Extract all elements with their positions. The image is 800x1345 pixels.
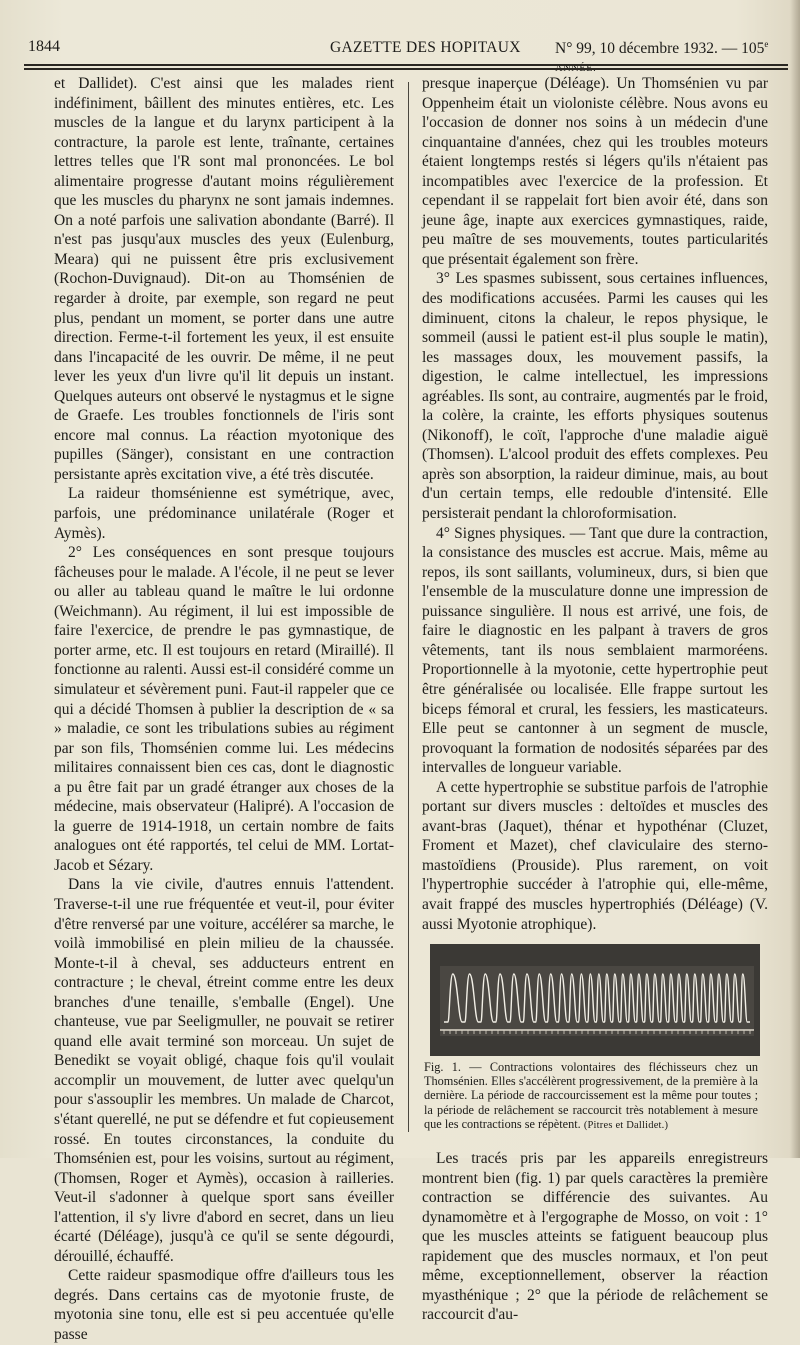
paragraph-tracings: Les tracés pris par les appareils enregistreurs montrent bien (fig. 1) par quels caractères la première contraction se différencie des suivantes. Au dynamomètre et à l'ergographe de Mosso, on voit : 1° que les muscles atteints se fatiguent beaucoup plus rapidement que des muscles normaux, et l'on peut même, exceptionnellement, observer la réaction myasthénique ; 2° que la période de relâchement se raccourcit d'au-	[422, 1150, 768, 1324]
paragraph-atrophy: A cette hypertrophie se substitue parfois de l'atrophie portant sur divers muscles : deltoïdes et muscles des avant-bras (Jaquet), thénar et hypothénar (Cluzet, Froment et Mazet), chef claviculaire des sterno-mastoïdiens (Prouside). Plus rarement, on voit l'hypertrophie succéder à l'atrophie qui, elle-même, avait frappé des muscles hypertrophiés (Déléage) (V. aussi Myotonie atrophique).	[422, 778, 768, 933]
paragraph-physical-signs: 4° Signes physiques. — Tant que dure la contraction, la consistance des muscles est accrue. Mais, même au repos, ils sont saillants, volumineux, durs, si bien que l'ensemble de la musculature donne une impression de puissance singulière. Il nous est arrivé, une fois, de faire le diagnostic en les palpant à travers de gros vêtements, tant ils nous semblaient marmoréens. Proportionnelle à la myotonie, cette hypertrophie peut être généralisée ou localisée. Elle frappe surtout les biceps fémoral et crural, les fessiers, les masticateurs. Elle peut se cantonner à un segment de muscle, provoquant la formation de nodosités séparées par des intervalles de longueur variable.	[422, 524, 768, 777]
issue-suffix: e	[764, 39, 769, 49]
paragraph-spasm-modifications: 3° Les spasmes subissent, sous certaines influences, des modifications accusées. Parmi les causes qui les diminuent, citons la chaleur, le repos physique, le sommeil (aussi le patient est-il plus souple le matin), les massages doux, les mouvement passifs, la digestion, le calme intellectuel, les impressions agréables. Ils sont, au contraire, augmentés par le froid, la colère, la crainte, les efforts physiques soutenus (Nikonoff), le coït, l'approche d'une maladie aiguë (Thomsen). L'alcool produit des effets complexes. Peu après son absorption, la raideur diminue, mais, au bout d'un certain temps, elle redouble d'intensité. Elle persisterait pendant la chloroformisation.	[422, 270, 768, 523]
column-divider	[408, 82, 409, 1132]
right-column	[422, 74, 768, 1325]
header-rule-bottom	[24, 68, 788, 70]
journal-title: GAZETTE DES HOPITAUX	[330, 39, 521, 56]
issue-line	[555, 39, 780, 76]
paragraph-degrees: Cette raideur spasmodique offre d'ailleurs tous les degrés. Dans certains cas de myotonie fruste, de myotonia sine tonu, elle est si peu accentuée qu'elle passe	[54, 1267, 394, 1343]
caption-text: Fig. 1. — Contractions volontaires des fléchisseurs chez un Thomsénien. Elles s'accélèrent progressivement, de la première à la dernière. La période de raccourcissement est la même pour toutes ; la période de relâchement se raccourcit très notablement à mesure que les contractions se répètent.	[424, 1060, 758, 1131]
page-edge-shadow	[790, 0, 800, 1158]
issue-text: N° 99, 10 décembre 1932. — 105	[555, 40, 765, 58]
left-column	[54, 74, 394, 1345]
figure-caption	[424, 1060, 758, 1133]
paragraph-consequences: 2° Les conséquences en sont presque toujours fâcheuses pour le malade. A l'école, il ne peut se lever ou aller au tableau quand le maître le lui ordonne (Weichmann). Au régiment, il lui est impossible de faire l'exercice, de prendre le pas gymnastique, de porter arme, etc. Il est toujours en retard (Miraillé). Il fonctionne au ralenti. Aussi est-il considéré comme un simulateur et sévèrement puni. Faut-il rappeler que ce qui a décidé Thomsen à publier la description de « sa » maladie, ce sont les tribulations subies au régiment par son fils, Thomsénien comme lui. Les médecins militaires connaissent bien ces cas, dont le diagnostic a pu être fait par un gradé étranger aux choses de la médecine, mais observateur (Halipré). A l'occasion de la guerre de 1914-1918, un certain nombre de faits analogues ont été rapportés, tel celui de MM. Lortat-Jacob et Sézary.	[54, 544, 394, 874]
paragraph-eye-symptoms: et Dallidet). C'est ainsi que les malades rient indéfiniment, bâillent des minutes entières, etc. Les muscles de la langue et du larynx participent à la contracture, la parole est lente, traînante, certaines lettres telles que l'R sont mal prononcées. Le bol alimentaire progresse d'autant moins régulièrement que les muscles du pharynx ne sont jamais indemnes. On a noté parfois une salivation abondante (Barré). Il n'est pas jusqu'aux muscles des yeux (Eulenburg, Meara) qui ne puissent être pris exclusivement (Rochon-Duvignaud). Dit-on au Thomsénien de regarder à droite, par exemple, son regard ne peut plus, pendant un moment, se porter dans une autre direction. Ferme-t-il fortement les yeux, il est ensuite dans l'incapacité de les ouvrir. De même, il ne peut lever les yeux d'un livre qu'il lit depuis un instant. Quelques auteurs ont observé le nystagmus et le signe de Graefe. Les troubles fonctionnels de l'iris sont encore mal connus. La réaction myotonique des pupilles (Sänger), consistant en une contraction persistante après excitation vive, a été très discutée.	[54, 75, 394, 483]
myogram-trace	[430, 944, 760, 1056]
figure-1	[430, 944, 760, 1056]
page-number: 1844	[28, 38, 60, 55]
paragraph-civil-life: Dans la vie civile, d'autres ennuis l'attendent. Traverse-t-il une rue fréquentée et veut-il, pour éviter d'être renversé par une voiture, accélérer sa marche, le voilà immobilisé en plein milieu de la chaussée. Monte-t-il à cheval, ses adducteurs entrent en contracture ; le cheval, étreint comme entre les deux branches d'une tenaille, s'emballe (Engel). Une chanteuse, vue par Seeligmuller, ne pouvait se retirer quand elle avait terminé son morceau. Un sujet de Benedikt se voyait obligé, chaque fois qu'il voulait accomplir un mouvement, de lutter avec quelqu'un pour s'assouplir les membres. Un malade de Charcot, s'étant querellé, ne put se défendre et fut copieusement rossé. En toutes circonstances, la conduite du Thomsénien est, pour les voisins, surtout au régiment, (Thomsen, Roger et Aymès), occasion à railleries. Veut-il s'adonner à quelque sport sans éveiller l'attention, il s'y livre d'abord en secret, dans un lieu écarté (Déléage), jusqu'à ce qu'il se sente dégourdi, dérouillé, échauffé.	[54, 876, 394, 1265]
paragraph-oppenheim: presque inaperçue (Déléage). Un Thomsénien vu par Oppenheim était un violoniste célèbre. Nous avons eu l'occasion de donner nos soins à un médecin d'une cinquantaine d'années, chez qui les troubles moteurs étaient longtemps restés si légers qu'ils n'étaient pas incompatibles avec l'exercice de la profession. Et cependant il se rappelait fort bien avoir été, dans son jeune âge, inapte aux exercices gymnastiques, raide, peu maître de ses mouvements, toutes particularités que présentait également son frère.	[422, 75, 768, 268]
caption-reference: (Pitres et Dallidet.)	[583, 1119, 669, 1131]
paragraph-symmetry: La raideur thomsénienne est symétrique, avec, parfois, une prédominance unilatérale (Roger et Aymès).	[54, 485, 394, 542]
running-header	[28, 38, 780, 62]
header-rule-top	[24, 64, 788, 66]
